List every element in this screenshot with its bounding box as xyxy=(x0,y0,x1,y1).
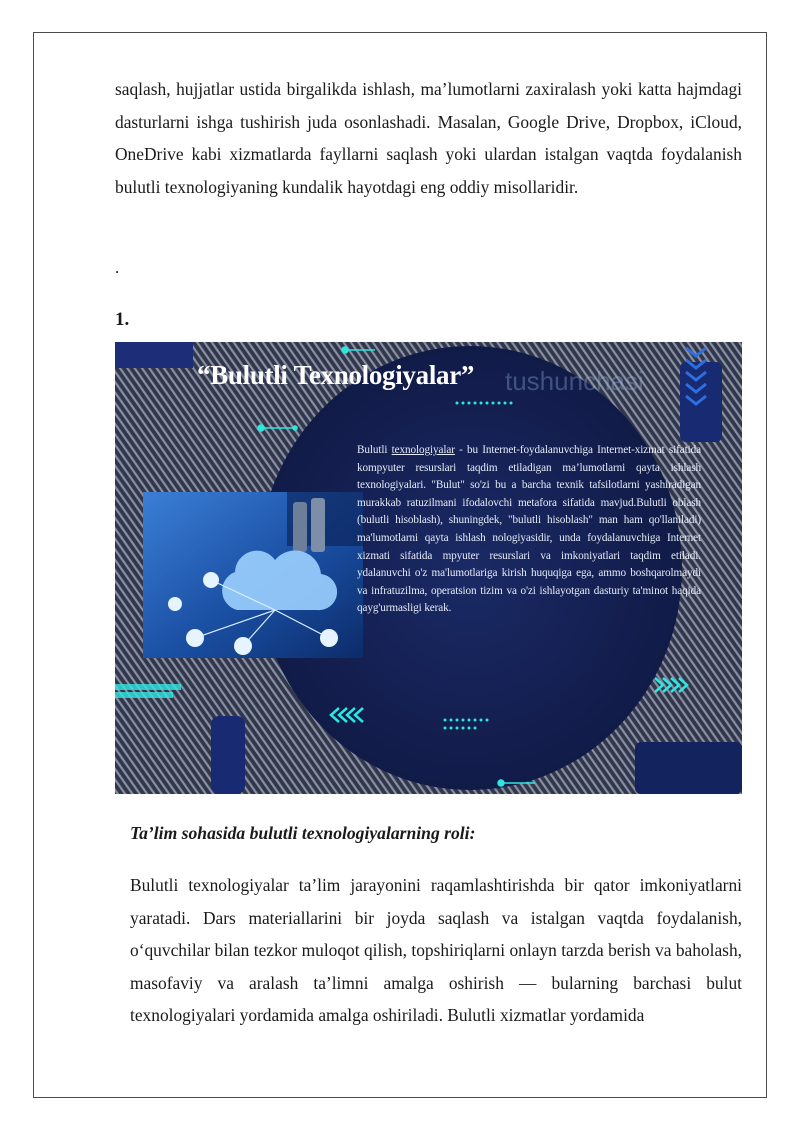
stray-dot: . xyxy=(115,258,120,277)
slide-body-text xyxy=(357,442,701,618)
cloud-network-illustration xyxy=(143,492,363,658)
cloud-technology-slide-image xyxy=(115,342,742,794)
corner-block xyxy=(211,716,245,794)
accent-bar xyxy=(115,684,181,690)
slide-body-lead: Bulutli xyxy=(357,444,388,456)
slide-body-link: texnologiyalar xyxy=(391,444,455,456)
paragraph-education: Bulutli texnologiyalar ta’lim jarayonini raqamlashtirishda bir qator imkoniyatlarni yaratadi. Dars materiallarini bir joyda saqlash va istalgan vaqtda foydalanish, o‘quvchilar bilan tezkor muloqot qilish, topshiriqlarni onlayn tarzda berish va baholash, masofaviy va aralash ta’limni amalga oshirish — bularning barchasi bulut texnologiyalari yordamida amalga oshiriladi. Bulutli xizmatlar yordamida xyxy=(130,875,742,1025)
corner-block xyxy=(635,742,742,794)
section-number: 1. xyxy=(115,309,130,330)
accent-bar xyxy=(115,692,173,698)
corner-block xyxy=(115,342,193,368)
section-subheading: Ta’lim sohasida bulutli texnologiyalarning roli: xyxy=(130,823,476,843)
slide-ghost-text: tushunchasi xyxy=(505,366,644,396)
slide-body-rest: - bu Internet-foydalanuvchiga Internet-xizmat sifatida kompyuter resurslari taqdim etiladigan ma’lumotlarni qayta ishlash texnologiyalari. "Bulut" so'zi bu a barcha texnik tafsilotlarni yashiradigan murakkab ratuzilmani ifodalovchi metafora sifatida mavjud.Bulutli oblash (bulutli hisoblash), shuningdek, "bulutli hisoblash" man ham qo'llaniladi) ma'lumotlarni qayta ishlash nologiyasidir, unda foydalanuvchiga Internet xizmati sifatida mpyuter resurslari va imkoniyatlari taqdim etiladi. ydalanuvchi o'z ma'lumotlariga kirish huquqiga ega, ammo boshqarolmaydi va infratuzilma, operatsion tizim va o'zi ishlayotgan dasturiy ta'minot haqida qayg'urmasligi kerak. xyxy=(357,444,701,615)
paragraph-intro: saqlash, hujjatlar ustida birgalikda ishlash, ma’lumotlarni zaxiralash yoki katta hajmdagi dasturlarni ishga tushirish juda osonlashadi. Masalan, Google Drive, Dropbox, iCloud, OneDrive kabi xizmatlarda fayllarni saqlash yoki ulardan istalgan vaqtda foydalanish bulutli texnologiyaning kundalik hayotdagi eng oddiy misollaridir. xyxy=(115,79,742,197)
slide-title: “Bulutli Texnologiyalar” xyxy=(197,360,475,390)
